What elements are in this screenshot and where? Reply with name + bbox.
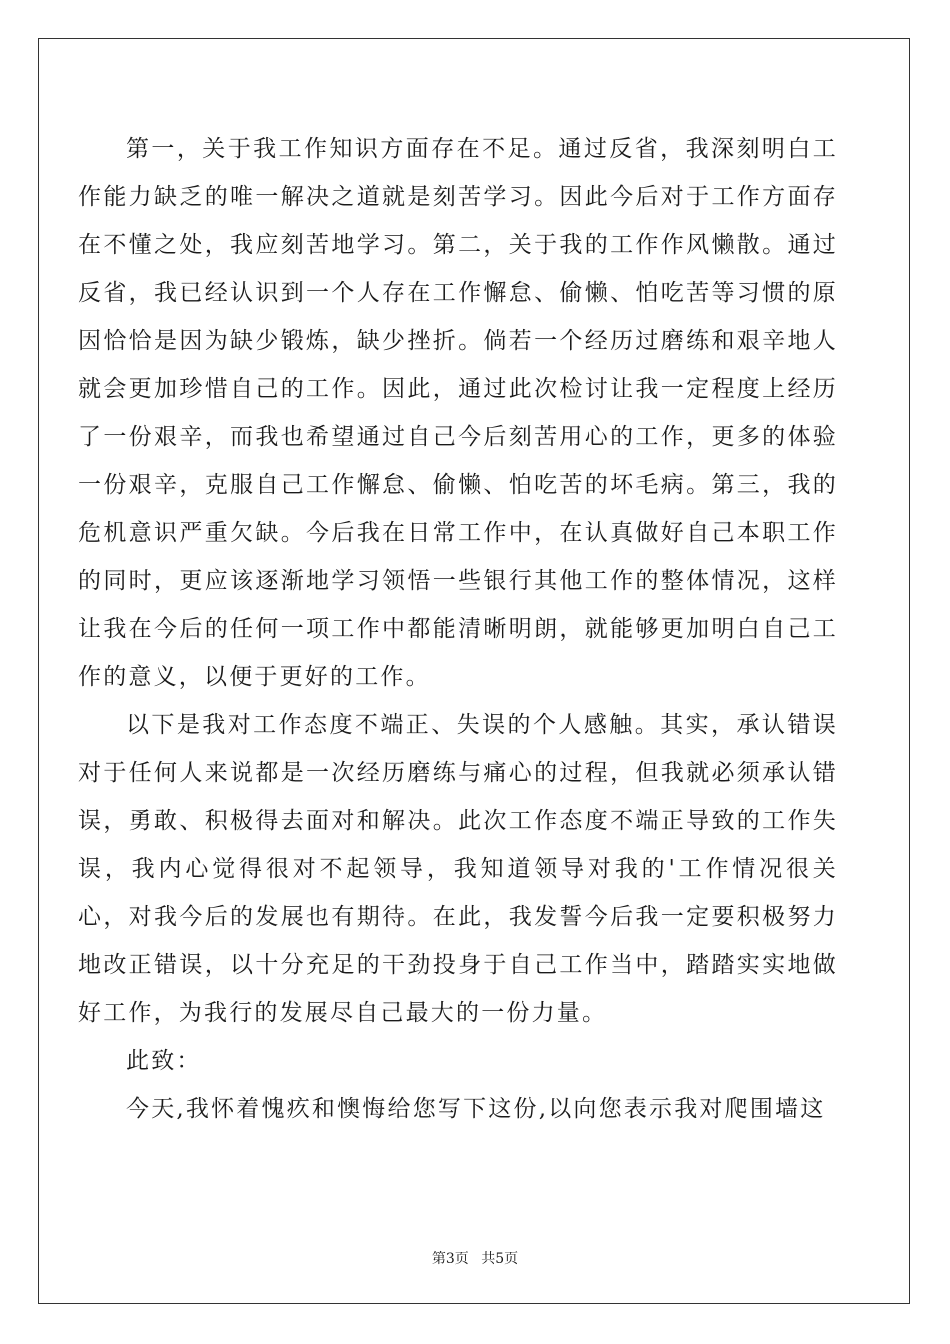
paragraph-4: 今天,我怀着愧疚和懊悔给您写下这份,以向您表示我对爬围墙这	[126, 1096, 826, 1122]
closing-salutation: 此致：	[126, 1048, 202, 1074]
page-footer	[0, 1248, 950, 1268]
paragraph-2: 以下是我对工作态度不端正、失误的个人感触。其实，承认错误对于任何人来说都是一次经历磨练与痛心的过程，但我就必须承认错误，勇敢、积极得去面对和解决。此次工作态度不端正导致的工作失误，我内心觉得很对不起领导，我知道领导对我的'工作情况很关心，对我今后的发展也有期待。在此，我发誓今后我一定要积极努力地改正错误，以十分充足的干劲投身于自己工作当中，踏踏实实地做好工作，为我行的发展尽自己最大的一份力量。	[78, 712, 838, 1026]
document-body	[78, 125, 838, 1133]
page-number: 第3页	[431, 1251, 469, 1267]
page-total: 共5页	[481, 1251, 519, 1267]
paragraph-1: 第一，关于我工作知识方面存在不足。通过反省，我深刻明白工作能力缺乏的唯一解决之道就是刻苦学习。因此今后对于工作方面存在不懂之处，我应刻苦地学习。第二，关于我的工作作风懒散。通过反省，我已经认识到一个人存在工作懈怠、偷懒、怕吃苦等习惯的原因恰恰是因为缺少锻炼，缺少挫折。倘若一个经历过磨练和艰辛地人就会更加珍惜自己的工作。因此，通过此次检讨让我一定程度上经历了一份艰辛，而我也希望通过自己今后刻苦用心的工作，更多的体验一份艰辛，克服自己工作懈怠、偷懒、怕吃苦的坏毛病。第三，我的危机意识严重欠缺。今后我在日常工作中，在认真做好自己本职工作的同时，更应该逐渐地学习领悟一些银行其他工作的整体情况，这样让我在今后的任何一项工作中都能清晰明朗，就能够更加明白自己工作的意义，以便于更好的工作。	[78, 136, 838, 690]
